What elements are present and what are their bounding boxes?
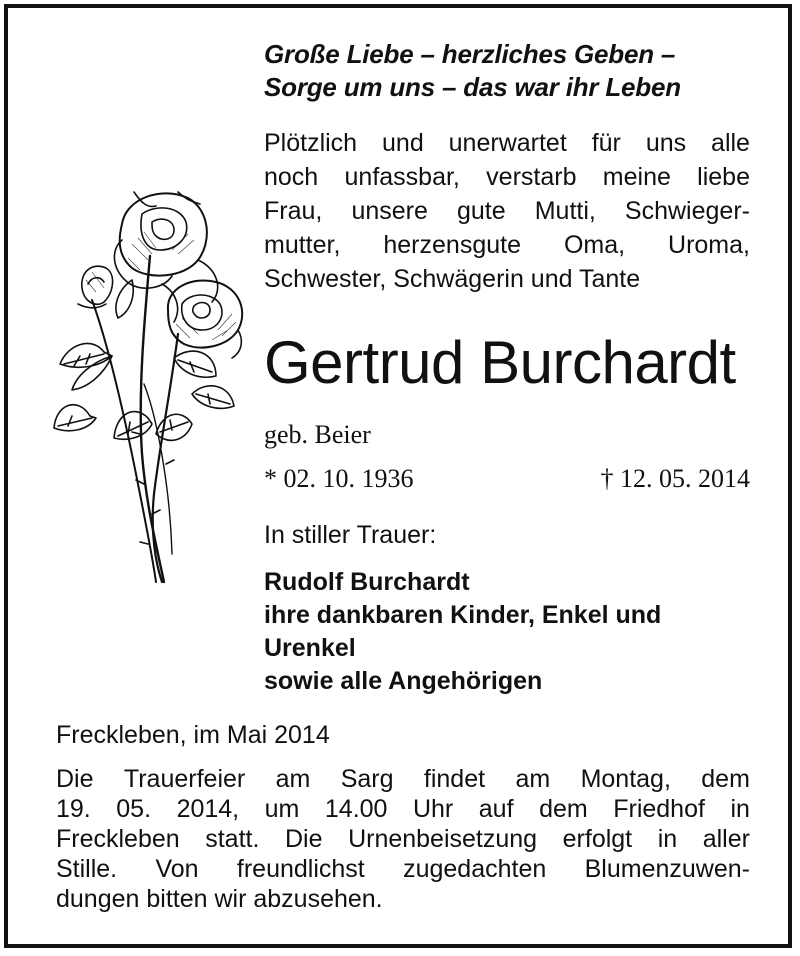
intro-line: Schwester, Schwägerin und Tante <box>264 265 641 293</box>
intro-word: unfassbar, <box>344 163 460 191</box>
deceased-name: Gertrud Burchardt <box>264 329 736 396</box>
funeral-word: Uhr <box>412 795 454 823</box>
death-date: † 12. 05. 2014 <box>600 464 750 493</box>
intro-line <box>264 228 750 262</box>
funeral-word: Trauerfeier <box>123 765 246 793</box>
mourners-list <box>264 566 764 698</box>
intro-word: unerwartet <box>448 129 567 157</box>
funeral-line: dungen bitten wir abzusehen. <box>56 885 383 913</box>
mourner-line: sowie alle Angehörigen <box>264 667 543 695</box>
funeral-word: um <box>264 795 300 823</box>
motto <box>264 38 784 104</box>
intro-word: alle <box>711 129 750 157</box>
intro-word: noch <box>264 163 319 191</box>
birth-date: * 02. 10. 1936 <box>264 464 414 493</box>
funeral-word: statt. <box>205 825 260 853</box>
funeral-word: 05. <box>116 795 152 823</box>
motto-line: Große Liebe – herzliches Geben – <box>264 39 676 69</box>
funeral-word: Freckleben <box>56 825 180 853</box>
rose-illustration <box>52 184 252 589</box>
funeral-word: Urnenbeisetzung <box>348 825 538 853</box>
mourner-line: Rudolf Burchardt <box>264 568 470 596</box>
mourning-label: In stiller Trauer: <box>264 521 437 549</box>
funeral-word: Sarg <box>340 765 394 793</box>
funeral-word: Blumenzuwen- <box>584 855 750 883</box>
intro-word: Schwieger- <box>624 197 750 225</box>
life-dates <box>264 462 750 496</box>
funeral-line <box>56 824 750 854</box>
mourner-line: Urenkel <box>264 634 356 662</box>
intro-word: Mutti, <box>534 197 596 225</box>
intro-text <box>264 126 750 296</box>
intro-word: uns <box>645 129 687 157</box>
intro-word: verstarb <box>486 163 577 191</box>
funeral-word: Stille. <box>56 855 118 883</box>
intro-word: meine <box>602 163 671 191</box>
maiden-name: geb. Beier <box>264 420 371 449</box>
intro-word: mutter, <box>264 231 341 259</box>
intro-word: Oma, <box>563 231 626 259</box>
funeral-word: am <box>515 765 551 793</box>
funeral-line <box>56 764 750 794</box>
intro-line <box>264 160 750 194</box>
intro-line <box>264 194 750 228</box>
funeral-word: 2014, <box>176 795 240 823</box>
funeral-line <box>56 794 750 824</box>
funeral-word: dem <box>539 795 588 823</box>
intro-word: unsere <box>351 197 428 225</box>
funeral-word: zugedachten <box>403 855 547 883</box>
intro-word: liebe <box>697 163 750 191</box>
funeral-word: am <box>275 765 311 793</box>
funeral-text <box>56 764 750 914</box>
place-date: Freckleben, im Mai 2014 <box>56 721 330 749</box>
funeral-word: 19. <box>56 795 91 823</box>
funeral-word: Friedhof <box>613 795 705 823</box>
funeral-word: Die <box>284 825 323 853</box>
obituary-frame <box>4 4 792 948</box>
funeral-word: auf <box>478 795 514 823</box>
funeral-line <box>56 854 750 884</box>
funeral-word: 14.00 <box>324 795 388 823</box>
intro-word: Frau, <box>264 197 323 225</box>
intro-word: Uroma, <box>668 231 750 259</box>
intro-word: für <box>591 129 621 157</box>
funeral-word: Montag, <box>580 765 671 793</box>
funeral-word: erfolgt <box>562 825 633 853</box>
funeral-word: in <box>657 825 678 853</box>
motto-line: Sorge um uns – das war ihr Leben <box>264 72 681 102</box>
intro-line <box>264 126 750 160</box>
funeral-word: freundlichst <box>236 855 365 883</box>
funeral-word: Die <box>56 765 94 793</box>
funeral-word: findet <box>423 765 486 793</box>
intro-word: herzensgute <box>383 231 521 259</box>
funeral-word: dem <box>701 765 750 793</box>
funeral-word: Von <box>155 855 199 883</box>
intro-word: und <box>382 129 424 157</box>
mourner-line: ihre dankbaren Kinder, Enkel und <box>264 601 662 629</box>
intro-word: Plötzlich <box>264 129 358 157</box>
intro-word: gute <box>456 197 506 225</box>
funeral-word: in <box>730 795 750 823</box>
obituary-content <box>8 8 788 944</box>
funeral-word: aller <box>702 825 750 853</box>
